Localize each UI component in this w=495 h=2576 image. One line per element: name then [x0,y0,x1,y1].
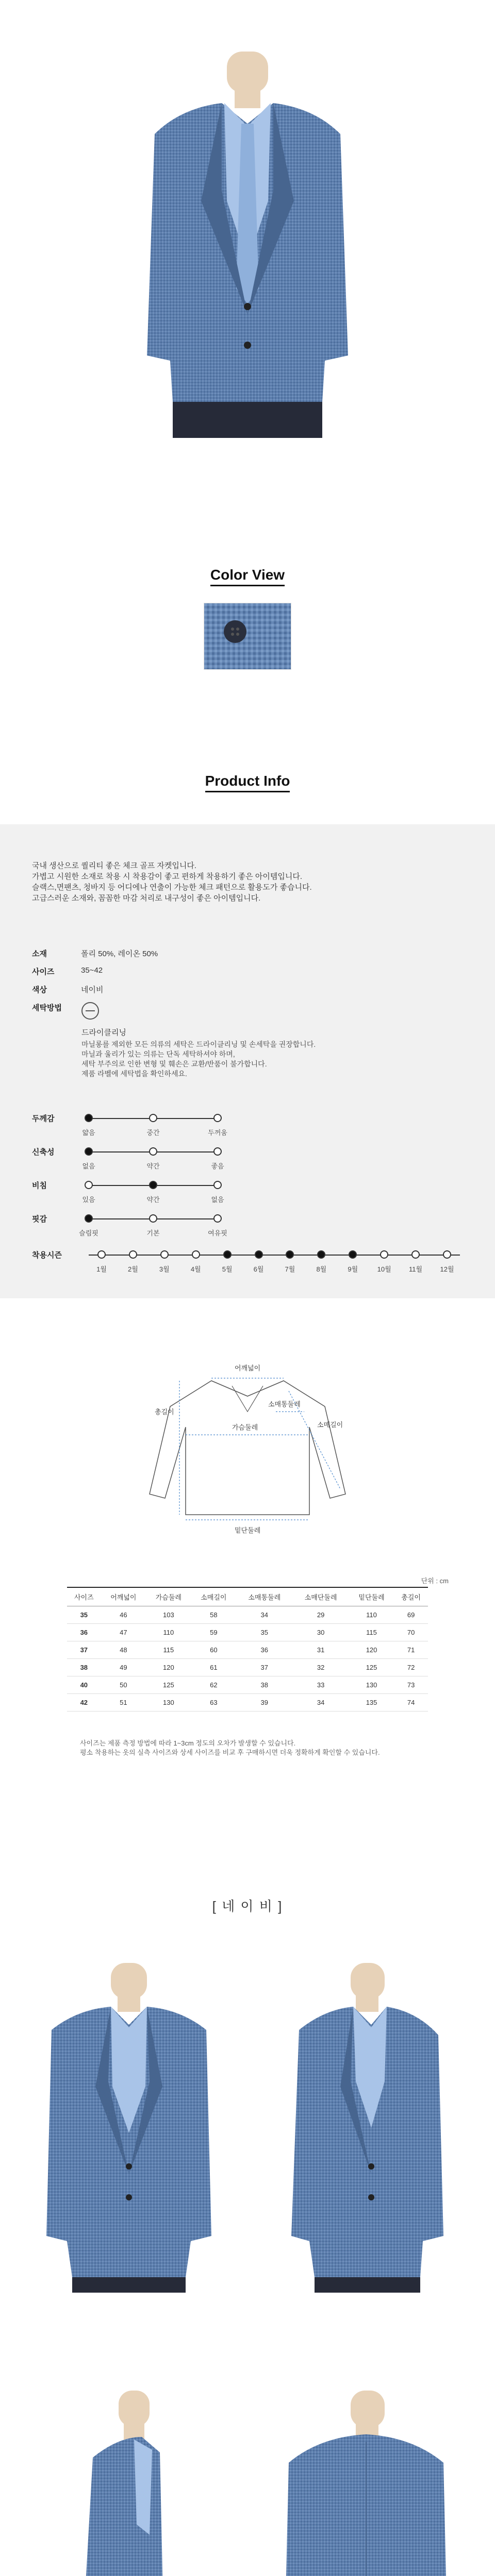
label-sleeve-arm: 소매통둘레 [268,1400,301,1408]
season-dot [317,1250,325,1259]
size-cell: 120 [349,1641,394,1658]
season-dot [286,1250,294,1259]
size-cell: 125 [146,1676,191,1693]
scale-label: 두께감 [32,1114,55,1123]
size-cell: 50 [101,1676,146,1693]
season-dot [223,1250,232,1259]
size-cell: 73 [394,1676,428,1693]
spec-label: 소재 [32,950,47,958]
size-cell: 48 [101,1641,146,1658]
size-cell: 37 [67,1641,101,1658]
spec-label: 세탁방법 [32,1004,62,1012]
scale-label: 신축성 [32,1148,55,1157]
label-sleeve-length: 소매길이 [317,1421,343,1429]
table-row [67,1693,428,1711]
size-unit: 단위 : cm [421,1577,449,1585]
model-side-photo [31,2380,227,2576]
scale-dot [213,1147,222,1156]
table-row [67,1623,428,1641]
size-table [67,1587,428,1711]
season-month-label: 6월 [253,1265,264,1273]
scale-label: 핏감 [32,1215,47,1224]
season-dot [255,1250,263,1259]
hero-jacket-photo [119,46,376,438]
season-month-label: 9월 [348,1265,358,1273]
product-info-title: Product Info [0,773,495,789]
wash-notes [81,1040,316,1079]
spec-value: 35~42 [81,966,103,975]
season-dot [380,1250,388,1259]
season-month-label: 12월 [440,1265,454,1273]
season-dot [97,1250,106,1259]
model-back-photo [268,2380,464,2576]
table-row [67,1641,428,1658]
spec-label: 사이즈 [32,968,55,976]
description-line: 가볍고 시원한 소재로 착용 시 착용감이 좋고 편하게 착용하기 좋은 아이템입니다. [32,872,303,881]
size-cell: 35 [67,1606,101,1623]
scale-tick-label: 슬림핏 [79,1229,98,1237]
label-shoulder: 어깨넓이 [235,1364,261,1372]
model-front-photo [31,1958,227,2293]
season-month-label: 8월 [316,1265,327,1273]
fabric-swatch [204,603,291,670]
scale-dot [213,1114,222,1122]
color-name-title: [ 네 이 비 ] [212,1899,283,1914]
size-cell: 115 [146,1641,191,1658]
dry-clean-icon [81,1002,99,1020]
scale-label: 비침 [32,1181,47,1190]
scale-tick-label: 없음 [82,1162,95,1170]
scale-tick-label: 여유핏 [208,1229,227,1237]
scale-row [32,1213,238,1244]
jacket-outline-drawing [139,1360,356,1546]
size-cell: 32 [292,1658,349,1676]
table-row [67,1606,428,1623]
size-cell: 74 [394,1693,428,1711]
scale-dot [85,1114,93,1122]
scale-dot [149,1214,157,1223]
season-month-label: 10월 [377,1265,391,1273]
size-cell: 69 [394,1606,428,1623]
scale-tick-label: 없음 [211,1196,224,1204]
scale-row [32,1146,238,1177]
size-note-line: 평소 착용하는 옷의 실측 사이즈와 상세 사이즈를 비교 후 구매하시면 더욱 정확하게 확인할 수 있습니다. [80,1749,380,1756]
season-month-label: 3월 [159,1265,170,1273]
scale-dot [85,1214,93,1223]
season-month-label: 4월 [190,1265,201,1273]
size-cell: 34 [236,1606,292,1623]
description-line: 국내 생산으로 퀄리티 좋은 체크 골프 자켓입니다. [32,861,196,870]
scale-dot [149,1147,157,1156]
jacket-front-image [119,46,376,438]
product-description [32,860,312,904]
size-cell: 29 [292,1606,349,1623]
measure-diagram [139,1360,356,1546]
size-cell: 71 [394,1641,428,1658]
size-cell: 36 [236,1641,292,1658]
season-dot [411,1250,420,1259]
size-cell: 72 [394,1658,428,1676]
size-cell: 30 [292,1623,349,1641]
size-cell: 42 [67,1693,101,1711]
spec-value: 네이비 [81,986,104,994]
season-month-label: 1월 [96,1265,107,1273]
scale-row [32,1113,238,1144]
scale-dot [213,1214,222,1223]
scale-dot [149,1114,157,1122]
size-table-body [67,1606,428,1711]
season-month-label: 5월 [222,1265,233,1273]
size-cell: 130 [349,1676,394,1693]
size-cell: 63 [191,1693,236,1711]
size-cell: 36 [67,1623,101,1641]
season-month-label: 7월 [285,1265,295,1273]
size-header-cell: 총길이 [394,1587,428,1606]
scale-dot [85,1181,93,1189]
size-cell: 125 [349,1658,394,1676]
size-cell: 47 [101,1623,146,1641]
size-header-cell: 소매통둘레 [236,1587,292,1606]
size-note-line: 사이즈는 제품 측정 방법에 따라 1~3cm 정도의 오차가 발생할 수 있습니다. [80,1739,296,1747]
scale-tick-label: 얇음 [82,1129,95,1137]
scale-tick-label: 좋음 [211,1162,224,1170]
spec-value: 폴리 50%, 레이온 50% [81,950,158,958]
wash-note-line: 제품 라벨에 세탁법을 확인하세요. [81,1070,187,1078]
wash-note-line: 마닐롱를 제외한 모든 의류의 세탁은 드라이클리닝 및 손세탁을 권장합니다. [81,1040,316,1048]
scale-row [32,1180,238,1211]
size-cell: 35 [236,1623,292,1641]
scale-tick-label: 기본 [146,1229,160,1237]
size-cell: 103 [146,1606,191,1623]
label-chest: 가슴둘레 [232,1423,258,1431]
label-length: 총길이 [155,1408,174,1416]
size-header-cell: 어깨넓이 [101,1587,146,1606]
size-table-header [67,1587,428,1606]
color-view-title: Color View [0,567,495,583]
size-header-cell: 소매단둘레 [292,1587,349,1606]
season-dot [129,1250,137,1259]
season-dot [443,1250,451,1259]
product-info-panel [0,824,495,1298]
size-cell: 61 [191,1658,236,1676]
label-hem: 밑단둘레 [235,1527,261,1534]
scale-tick-label: 두꺼움 [208,1129,227,1137]
size-cell: 46 [101,1606,146,1623]
season-month-label: 11월 [409,1265,423,1273]
size-header-cell: 사이즈 [67,1587,101,1606]
season-dot [349,1250,357,1259]
size-cell: 59 [191,1623,236,1641]
scale-dot [149,1181,157,1189]
wear-season [32,1249,465,1280]
size-cell: 51 [101,1693,146,1711]
size-cell: 58 [191,1606,236,1623]
scale-tick-label: 약간 [146,1196,160,1204]
size-header-cell: 소매길이 [191,1587,236,1606]
size-cell: 49 [101,1658,146,1676]
size-cell: 40 [67,1676,101,1693]
size-notes [80,1739,380,1757]
size-cell: 135 [349,1693,394,1711]
wash-note-line: 세탁 부주의로 인한 변형 및 훼손은 교환/반품이 불가합니다. [81,1060,267,1068]
wash-method-name: 드라이클리닝 [81,1028,126,1037]
season-month-label: 2월 [128,1265,138,1273]
table-row [67,1676,428,1693]
size-cell: 38 [236,1676,292,1693]
scale-tick-label: 약간 [146,1162,160,1170]
season-dot [160,1250,169,1259]
size-cell: 37 [236,1658,292,1676]
scale-dot [85,1147,93,1156]
size-cell: 31 [292,1641,349,1658]
wash-note-line: 마닐과 울리가 있는 의류는 단독 세탁하셔야 하며, [81,1050,235,1058]
scale-tick-label: 있음 [82,1196,95,1204]
size-cell: 39 [236,1693,292,1711]
season-line [89,1255,460,1256]
size-cell: 62 [191,1676,236,1693]
size-cell: 110 [349,1606,394,1623]
season-dot [192,1250,200,1259]
size-cell: 115 [349,1623,394,1641]
season-label: 착용시즌 [32,1251,62,1260]
table-row [67,1658,428,1676]
size-cell: 60 [191,1641,236,1658]
description-line: 슬랙스,면팬츠, 청바지 등 어디에나 연출이 가능한 체크 패턴으로 활용도가 좋습니다. [32,883,312,892]
size-cell: 130 [146,1693,191,1711]
scale-tick-label: 중간 [146,1129,160,1137]
size-header-cell: 가슴둘레 [146,1587,191,1606]
size-header-cell: 밑단둘레 [349,1587,394,1606]
model-angle-photo [268,1958,464,2293]
spec-label: 색상 [32,986,47,994]
scale-dot [213,1181,222,1189]
size-cell: 34 [292,1693,349,1711]
size-cell: 120 [146,1658,191,1676]
size-cell: 33 [292,1676,349,1693]
size-cell: 38 [67,1658,101,1676]
size-cell: 110 [146,1623,191,1641]
size-cell: 70 [394,1623,428,1641]
description-line: 고급스러운 소재와, 꼼꼼한 마감 처리로 내구성이 좋은 아이템입니다. [32,894,261,903]
